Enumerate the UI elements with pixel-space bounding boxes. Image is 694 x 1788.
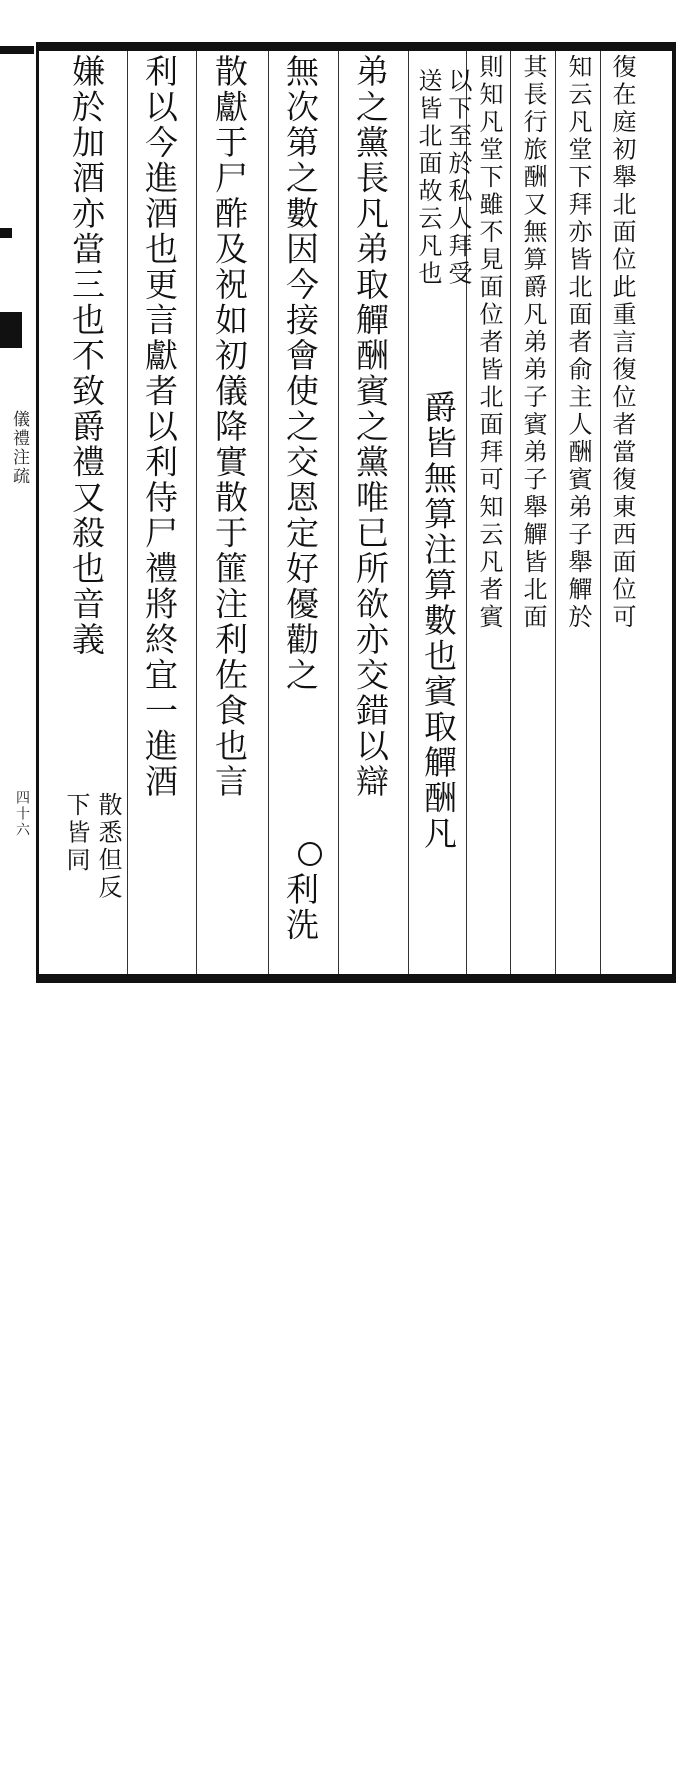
- column-divider: [268, 51, 269, 974]
- margin-book-title: 儀禮注疏: [9, 410, 29, 486]
- text-column-5a: 以下至於私人拜受: [444, 68, 472, 288]
- margin-fishtail-mark: [0, 46, 34, 54]
- text-column-7: 無次第之數因今接會使之交恩定好優勸之: [281, 54, 320, 693]
- left-border: [36, 42, 39, 983]
- column-divider: [196, 51, 197, 974]
- column-divider: [338, 51, 339, 974]
- text-column-10a: 散悉但反: [94, 792, 122, 902]
- text-column-10: 嫌於加酒亦當三也不致爵禮又殺也音義: [67, 54, 106, 658]
- text-column-5b: 送皆北面故云凡也: [414, 68, 442, 288]
- text-column-6: 弟之黨長凡弟取觶酬賓之黨唯已所欲亦交錯以辯: [351, 54, 390, 800]
- column-divider: [600, 51, 601, 974]
- text-column-10b: 下皆同: [62, 792, 90, 875]
- column-divider: [510, 51, 511, 974]
- right-border: [672, 42, 676, 983]
- column-divider: [408, 51, 409, 974]
- text-column-3: 其長行旅酬又無算爵凡弟弟子賓弟子舉觶皆北面: [519, 54, 547, 632]
- margin-fishtail-mark: [0, 312, 22, 348]
- circle-mark: [298, 842, 322, 866]
- text-column-9: 利以今進酒也更言獻者以利侍尸禮將終宜一進酒: [140, 54, 179, 800]
- text-column-5c: 爵皆無算注算數也賓取觶酬凡: [419, 390, 458, 852]
- margin-folio-number: 四十六: [14, 790, 30, 838]
- top-border: [36, 42, 676, 51]
- text-column-8: 散獻于尸酢及祝如初儀降實散于篚注利佐食也言: [210, 54, 249, 800]
- column-divider: [127, 51, 128, 974]
- column-divider: [555, 51, 556, 974]
- text-column-7b: 利洗: [281, 872, 320, 943]
- text-column-2: 知云凡堂下拜亦皆北面者俞主人酬賓弟子舉觶於: [564, 54, 592, 632]
- text-column-1: 復在庭初舉北面位此重言復位者當復東西面位可: [608, 54, 636, 632]
- text-column-4: 則知凡堂下雖不見面位者皆北面拜可知云凡者賓: [475, 54, 503, 632]
- bottom-border: [36, 974, 676, 983]
- margin-fishtail-mark: [0, 228, 12, 238]
